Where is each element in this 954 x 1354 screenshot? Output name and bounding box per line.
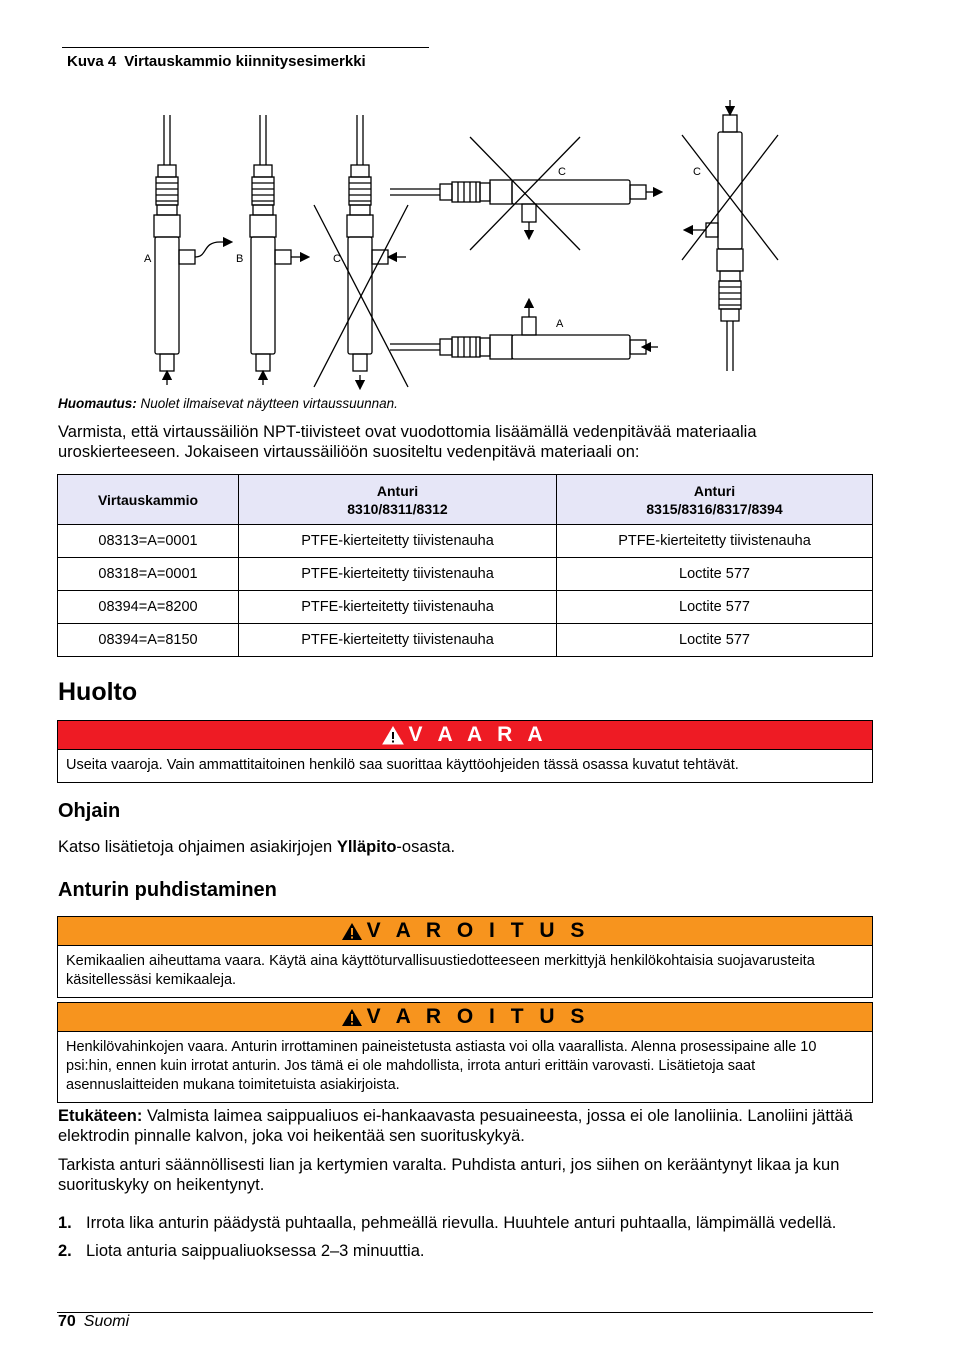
step-text: Irrota lika anturin päädystä puhtaalla, pehmeällä rievulla. Huuhtele anturi puhtaalla, lämpimällä vedellä.	[86, 1214, 837, 1232]
page-number: 70	[58, 1313, 76, 1330]
table-header-cell: Virtauskammio	[58, 475, 239, 525]
danger-box	[57, 720, 873, 783]
figure-letter-c: C	[333, 253, 341, 265]
figure-letter-c-inverted: C	[693, 166, 701, 178]
step-text: Liota anturia saippualiuoksessa 2–3 minuuttia.	[86, 1242, 425, 1260]
section-title: Huolto	[58, 678, 138, 706]
table-cell: 08394=A=8150	[58, 624, 239, 657]
footer-rule	[57, 1312, 873, 1313]
table-cell: Loctite 577	[557, 558, 873, 591]
figure-letter-b: B	[236, 253, 244, 265]
controller-paragraph: Katso lisätietoja ohjaimen asiakirjojen Ylläpito-osasta.	[58, 838, 456, 856]
warning-label: V A R O I T U S	[366, 1005, 590, 1028]
table-header-cell: Anturi 8310/8311/8312	[239, 475, 557, 525]
controller-heading: Ohjain	[58, 800, 121, 822]
table-cell: PTFE-kierteitetty tiivistenauha	[239, 624, 557, 657]
warning-box-chemical	[57, 916, 873, 998]
warning-box-injury	[57, 1002, 873, 1103]
table-row	[58, 624, 873, 657]
figure-letter-c-horizontal: C	[558, 166, 566, 178]
warning-triangle-icon	[341, 1008, 363, 1027]
table-cell: 08313=A=0001	[58, 525, 239, 558]
danger-label: V A A R A	[408, 723, 548, 746]
intro-paragraph: Varmista, että virtaussäiliön NPT-tiivisteet ovat vuodottomia lisäämällä vedenpitävää materiaalia uroskierteeseen. Jokaiseen virtaussäiliöön suositeltu vedenpitävä materiaali on:	[58, 423, 757, 461]
check-paragraph: Tarkista anturi säännöllisesti lian ja kertymien varalta. Puhdista anturi, jos siihen on kerääntynyt likaa ja kun suorituskyky on heikentynyt.	[58, 1156, 840, 1194]
warning-header	[58, 1003, 872, 1032]
table-cell: PTFE-kierteitetty tiivistenauha	[239, 525, 557, 558]
page-footer	[58, 1313, 129, 1331]
before-label: Etukäteen:	[58, 1107, 143, 1125]
table-cell: Loctite 577	[557, 591, 873, 624]
danger-header	[58, 721, 872, 750]
figure-caption-rule	[62, 47, 429, 48]
cleaning-steps	[58, 1213, 858, 1269]
warning-header	[58, 917, 872, 946]
table-cell: PTFE-kierteitetty tiivistenauha	[557, 525, 873, 558]
warning-triangle-icon	[341, 922, 363, 941]
maintenance-emphasis: Ylläpito	[336, 838, 397, 856]
warning-text: Henkilövahinkojen vaara. Anturin irrottaminen paineistetusta astiasta voi olla vaarallista. Alenna prosessipaine alle 10 psi:hin, ennen kuin irrotat anturin. Jos tämä ei ole mahdollista, irrota anturi erittäin varovasti. Lisätietoja saat asennuslaitteiden mukana toimitetuista asiakirjoista.	[66, 1039, 817, 1093]
figure-title: Virtauskammio kiinnitysesimerkki	[124, 53, 366, 70]
table-header-row	[58, 475, 873, 525]
step-number: 2.	[58, 1242, 72, 1260]
table-cell: 08318=A=0001	[58, 558, 239, 591]
warning-triangle-icon	[382, 726, 404, 745]
table-cell: 08394=A=8200	[58, 591, 239, 624]
table-cell: PTFE-kierteitetty tiivistenauha	[239, 591, 557, 624]
list-item	[58, 1241, 858, 1261]
warning-label: V A R O I T U S	[366, 919, 590, 942]
note-text: Nuolet ilmaisevat näytteen virtaussuunnan.	[140, 396, 398, 411]
table-cell: Loctite 577	[557, 624, 873, 657]
figure-letter-a-horizontal: A	[556, 318, 564, 330]
figure-letter-a: A	[144, 253, 152, 265]
list-item	[58, 1213, 858, 1233]
cleaning-heading: Anturin puhdistaminen	[58, 879, 277, 901]
table-row	[58, 591, 873, 624]
step-number: 1.	[58, 1214, 72, 1232]
table-row	[58, 558, 873, 591]
table-header-cell: Anturi 8315/8316/8317/8394	[557, 475, 873, 525]
footer-language: Suomi	[83, 1313, 130, 1330]
figure-note	[58, 396, 398, 411]
figure-label: Kuva 4	[67, 53, 117, 70]
table-cell: PTFE-kierteitetty tiivistenauha	[239, 558, 557, 591]
warning-text: Kemikaalien aiheuttama vaara. Käytä aina käyttöturvallisuustiedotteeseen merkittyjä henkilökohtaisia suojavarusteita käsitellessäsi kemikaaleja.	[66, 953, 815, 988]
danger-text: Useita vaaroja. Vain ammattitaitoinen henkilö saa suorittaa käyttöohjeiden tässä osassa kuvatut tehtävät.	[66, 757, 739, 773]
note-label: Huomautus:	[58, 396, 137, 411]
sealant-table	[57, 474, 873, 657]
before-paragraph: Etukäteen: Valmista laimea saippualiuos ei-hankaavasta pesuaineesta, jossa ei ole lanoliinia. Lanoliini jättää elektrodin pinnalle kalvon, joka voi heikentää sen suorituskykyä.	[58, 1107, 853, 1145]
flow-chamber-mounting-illustration	[140, 95, 790, 395]
table-row	[58, 525, 873, 558]
figure-caption	[67, 53, 366, 70]
